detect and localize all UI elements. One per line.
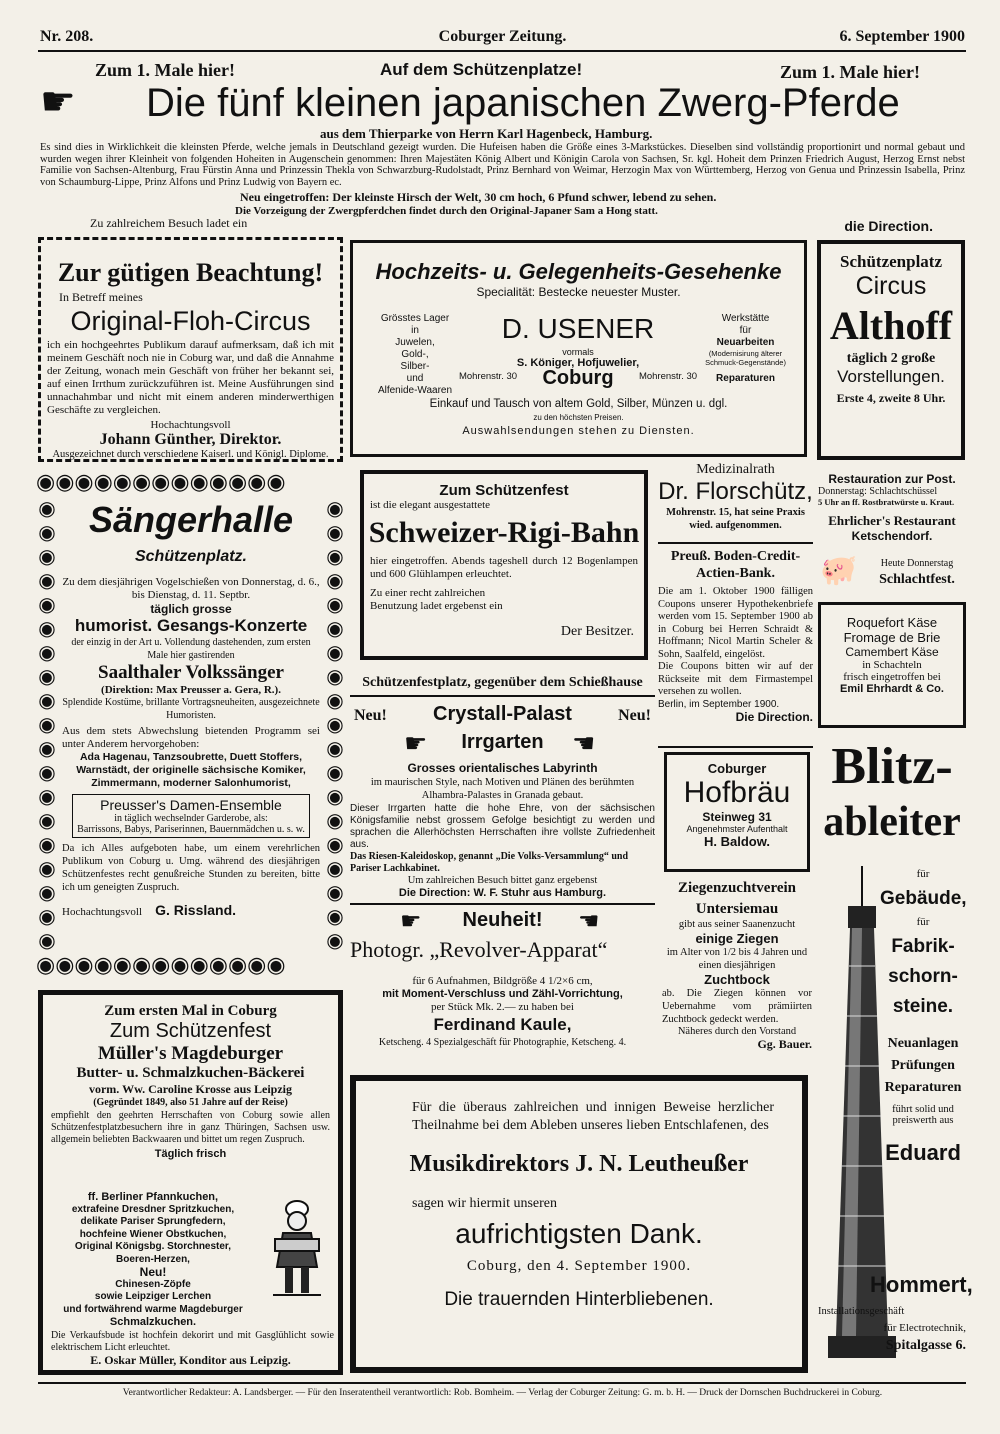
hofbraeu-ad xyxy=(664,752,810,872)
ziegen-sign: Gg. Bauer. xyxy=(757,1037,812,1051)
ponies-signature: die Direction. xyxy=(844,218,933,234)
boden-ad xyxy=(658,548,813,743)
palast-neu-left: Neu! xyxy=(354,707,387,724)
saengerhalle-sub: Schützenplatz. xyxy=(134,548,247,565)
trauer-ad xyxy=(350,1075,808,1373)
mueller-h1: Zum ersten Mal in Coburg xyxy=(104,1003,277,1019)
ponies-left-tag: Zum 1. Male hier! xyxy=(95,60,235,80)
usener-left-2: in xyxy=(411,325,419,336)
rigi-intro: ist die elegant ausgestattete xyxy=(370,499,491,511)
palast-laby: Grosses orientalisches Labyrinth xyxy=(407,761,598,775)
mueller-l3: delikate Pariser Sprungfedern, xyxy=(80,1216,226,1227)
mueller-b1: empfiehlt den geehrten Herrschaften von Coburg sowie allen Schützenfestplatzbesuchern ihre in ganz Thüringen, Sachsen usw. allgemein beliebten Backwaaren und bittet um regen Zuspruch. xyxy=(51,1110,330,1145)
rigi-name: Schweizer-Rigi-Bahn xyxy=(368,516,640,549)
restauration-l2: 5 Uhr an ff. Rostbratwürste u. Kraut. xyxy=(818,497,955,507)
revolver-b3: per Stück Mk. 2.— zu haben bei xyxy=(431,1001,574,1013)
usener-left-7: Alfenide-Waaren xyxy=(377,385,453,396)
masthead xyxy=(40,28,965,48)
baker-boy-illustration xyxy=(265,1195,329,1299)
mueller-h3: Müller's Magdeburger xyxy=(97,1043,284,1064)
revolver-title: Photogr. „Revolver-Apparat“ xyxy=(350,937,608,962)
revolver-b1: für 6 Aufnahmen, Bildgröße 4 1/2×6 cm, xyxy=(412,975,593,987)
althoff-line2: Circus xyxy=(855,272,927,300)
usener-left-list xyxy=(365,313,465,397)
restauration-ad xyxy=(818,472,966,600)
kaese-l5: frisch eingetroffen bei xyxy=(843,671,941,683)
boden-title: Preuß. Boden-Credit-Actien-Bank. xyxy=(670,549,801,581)
usener-vormals: vormals xyxy=(562,347,594,357)
ziegen-b2: einige Ziegen xyxy=(695,931,779,946)
usener-right-list xyxy=(693,313,798,385)
mueller-l2: extrafeine Dresdner Spritzkuchen, xyxy=(71,1203,235,1215)
blitz-l8: steine. xyxy=(892,996,954,1017)
kaese-l6: Emil Ehrhardt & Co. xyxy=(840,683,944,695)
rigi-head: Zum Schützenfest xyxy=(439,482,569,499)
blitz-l4: Gebäude, xyxy=(880,888,967,909)
floh-sign: Johann Günther, Direktor. xyxy=(99,431,282,448)
masthead-rule xyxy=(38,50,966,52)
usener-city: Coburg xyxy=(542,367,614,389)
rigi-ad xyxy=(360,470,648,660)
floh-name: Original-Floh-Circus xyxy=(70,306,311,336)
saengerhalle-signature xyxy=(62,900,320,919)
hofbraeu-l4: Angenehmster Aufenthalt xyxy=(686,824,788,834)
pointing-hand-left-icon: ☚ xyxy=(572,729,596,759)
usener-right-1: Werkstätte xyxy=(721,313,770,324)
saengerhalle-concert: humorist. Gesangs-Konzerte xyxy=(74,616,308,635)
rule-florschuetz xyxy=(658,542,813,544)
althoff-line4: Vorstellungen. xyxy=(837,367,945,386)
mueller-l9: und fortwährend warme Magdeburger xyxy=(63,1303,243,1315)
boden-sign: Die Direction. xyxy=(735,709,813,724)
usener-left-5: Silber- xyxy=(400,361,430,372)
ziegen-b5: ab. Die Ziegen können vor Uebernahme vom prämiirten Zuchtbock gedeckt werden. xyxy=(662,988,812,1025)
palast-neu-right: Neu! xyxy=(618,707,651,724)
mueller-sign: E. Oskar Müller, Konditor aus Leipzig. xyxy=(90,1353,291,1367)
althoff-line5: Erste 4, zweite 8 Uhr. xyxy=(836,391,946,405)
rule-palast-head xyxy=(350,695,655,697)
althoff-line3: täglich 2 große xyxy=(846,351,936,366)
mueller-h5: vorm. Ww. Caroline Krosse aus Leipzig xyxy=(88,1082,292,1096)
ponies-new-arrival: Neu eingetroffen: Der kleinste Hirsch der Welt, 30 cm hoch, 6 Pfund schwer, lebend zu sehen. xyxy=(240,190,717,204)
ornament-border-right-icon: ◉ ◉ ◉ ◉ ◉ ◉ ◉ ◉ ◉ ◉ ◉ ◉ ◉ ◉ ◉ ◉ ◉ ◉ ◉ xyxy=(326,496,344,952)
palast-irrgarten: Irrgarten xyxy=(461,731,544,753)
blitz-l18: Spitalgasse 6. xyxy=(885,1338,966,1353)
palast-sign: Die Direction: W. F. Stuhr aus Hamburg. xyxy=(398,887,607,899)
ponies-right-tag: Zum 1. Male hier! xyxy=(780,62,920,82)
ehrlicher-name: Ehrlicher's Restaurant xyxy=(828,513,956,528)
saengerhalle-daily: täglich grosse xyxy=(150,602,232,616)
kaese-l3: Camembert Käse xyxy=(845,645,939,659)
issue-date: 6. September 1900 xyxy=(839,28,965,45)
blitz-l1: Blitz- xyxy=(831,738,953,795)
boden-city: Berlin, im September 1900. xyxy=(658,698,780,710)
blitz-l2: ableiter xyxy=(823,799,961,845)
revolver-head: Neuheit! xyxy=(462,909,543,931)
boden-body2: Die Coupons bitten wir auf der Rückseite mit dem Firmastempel versehen zu wollen. xyxy=(658,661,813,697)
blitz-l11: Reparaturen xyxy=(884,1080,962,1095)
hofbraeu-l1: Coburger xyxy=(707,761,767,776)
mueller-list xyxy=(53,1191,253,1329)
ziegen-b4: Zuchtbock xyxy=(704,972,770,987)
palast-ad xyxy=(350,675,655,897)
rigi-invite: Zu einer recht zahlreichen Benutzung ladet ergebenst ein xyxy=(370,587,503,612)
florschuetz-name: Dr. Florschütz, xyxy=(658,478,813,505)
ornament-border-left-icon: ◉ ◉ ◉ ◉ ◉ ◉ ◉ ◉ ◉ ◉ ◉ ◉ ◉ ◉ ◉ ◉ ◉ ◉ ◉ xyxy=(38,496,56,952)
ehrlicher-place: Ketschendorf. xyxy=(851,529,933,543)
ensemble-title: Preusser's Damen-Ensemble xyxy=(100,797,282,813)
ziegen-ad xyxy=(662,880,812,1060)
rigi-body: hier eingetroffen. Abends tageshell durch 12 Bogenlampen und 600 Glühlampen erleuchtet. xyxy=(370,555,638,580)
paper-name: Coburger Zeitung. xyxy=(438,28,567,45)
hofbraeu-l5: H. Baldow. xyxy=(704,834,770,849)
usener-right-5: Reparaturen xyxy=(716,373,775,384)
trauer-date: Coburg, den 4. September 1900. xyxy=(466,1258,692,1274)
ponies-body: Es sind dies in Wirklichkeit die kleinsten Pferde, welche jemals in Deutschland gezeigt wurden. Die Hufeisen haben die Größe eines 3-Markstückes. Dieselben sind vollständig proportionirt und normal gebaut und wurden wegen ihrer Kleinheit von folgenden Hoheiten in Augenschein genommen: Ihren Majestäten König Albert und Königin Carola von Sachsen, Sr. kgl. Hoheit dem Prinzen Friedrich August, Herzog Ernst nebst Familie von Sachsen-Altenburg, Frau Fürstin Anna und Prinzessin Thekla von Schwarzburg-Rudolstadt, Prinz Bernhard von Weimar, Herzogin Max von Württemberg, Herzog von Genua und Prinzessin Isabella, Prinz von Schaumburg-Lippe, Prinz Alfons und Prinz Ludwig von Bayern ec. xyxy=(40,142,965,188)
footer-imprint: Verantwortlicher Redakteur: A. Landsberger. — Für den Inseratentheil verantwortlich: Rob. Bomheim. — Verlag der Coburger Zeitung: G. m. b. H. — Druck der Dornschen Buchdruckerei in Coburg. xyxy=(122,1388,883,1398)
usener-buy2: zu den höchsten Preisen. xyxy=(533,413,624,422)
trauer-dank: aufrichtigsten Dank. xyxy=(455,1218,703,1249)
palast-b4: Um zahlreichen Besuch bittet ganz ergebenst xyxy=(407,875,598,886)
ponies-title: Die fünf kleinen japanischen Zwerg-Pferde xyxy=(146,81,900,125)
ziegen-b3: im Alter von 1/2 bis 4 Jahren und einen diesjährigen xyxy=(666,947,808,971)
trauer-sign: Die trauernden Hinterbliebenen. xyxy=(444,1289,714,1310)
mueller-l5: Original Königsbg. Storchnester, xyxy=(74,1241,232,1252)
saengerhalle-ad xyxy=(36,472,346,977)
florschuetz-addr: Mohrenstr. 15, hat seine Praxis wied. aufgenommen. xyxy=(666,507,805,531)
ziegen-title: Ziegenzuchtverein xyxy=(677,880,797,896)
revolver-b2: mit Moment-Verschluss und Zähl-Vorrichtung, xyxy=(382,988,623,1000)
kaese-l1: Roquefort Käse xyxy=(846,615,938,630)
mueller-h6: (Gegründet 1849, also 51 Jahre auf der Reise) xyxy=(93,1097,288,1108)
kaese-ad xyxy=(818,602,966,728)
mueller-l8: sowie Leipziger Lerchen xyxy=(94,1291,212,1302)
pig-icon: 🐖 xyxy=(820,553,858,588)
ziegen-place: Untersiemau xyxy=(695,901,779,917)
saengerhalle-dates: Zu dem diesjährigen Vogelschießen von Donnerstag, d. 6., bis Dienstag, d. 11. Septbr. xyxy=(62,576,320,601)
issue-number: Nr. 208. xyxy=(40,28,94,45)
hofbraeu-l3: Steinweg 31 xyxy=(702,810,772,824)
usener-buy: Einkauf und Tausch von altem Gold, Silber, Münzen u. dgl. xyxy=(429,398,728,410)
blitz-l9: Neuanlagen xyxy=(887,1036,959,1051)
saengerhalle-closing: Da ich Alles aufgeboten habe, um einem verehrlichen Publikum von Coburg u. Umg. während des diesjährigen Schützenfestes recht genußreiche Stunden zu bereiten, bitte ich um geneigten Zuspruch. xyxy=(62,843,320,893)
ponies-invite: Zu zahlreichem Besuch ladet ein xyxy=(90,216,248,230)
blitz-l6: Fabrik- xyxy=(891,936,955,957)
saengerhalle-program: Aus dem stets Abwechslung bietenden Programm sei unter Anderem hervorgehoben: xyxy=(62,725,320,750)
blitz-l15: Hommert, xyxy=(870,1272,973,1297)
mueller-ad xyxy=(38,990,343,1375)
usener-right-2: für xyxy=(739,325,752,336)
saengerhalle-respect: Hochachtungsvoll xyxy=(62,906,143,918)
ensemble-line3: Barrissons, Babys, Pariserinnen, Bauernmädchen u. s. w. xyxy=(77,824,305,835)
saengerhalle-direction: (Direktion: Max Preusser a. Gera, R.). xyxy=(101,684,281,696)
usener-right-4: (Modernisirung älterer Schmuck-Gegenstände) xyxy=(705,349,786,367)
blitz-l3: für xyxy=(916,868,930,880)
blitz-l17: für Electrotechnik, xyxy=(883,1322,966,1334)
usener-left-6: und xyxy=(406,373,424,384)
saengerhalle-only: der einzig in der Art u. Vollendung dastehenden, zum ersten Male hier gastirenden xyxy=(71,637,311,661)
floh-respect: Hochachtungsvoll xyxy=(150,419,231,431)
saengerhalle-troupe: Saalthaler Volkssänger xyxy=(98,662,284,683)
restauration-l1: Donnerstag: Schlachtschüssel xyxy=(818,486,938,497)
ehrlicher-slaughter: Schlachtfest. xyxy=(879,572,955,587)
mueller-l10: Schmalzkuchen. xyxy=(109,1316,197,1328)
blitz-ad xyxy=(818,738,973,1373)
saengerhalle-content xyxy=(62,498,320,919)
blitz-l5: für xyxy=(916,916,930,928)
pointing-hand-icon: ☛ xyxy=(40,79,76,125)
trauer-b1: Für die überaus zahlreichen und innigen Beweise herzlicher Theilnahme bei dem Ableben unseres lieben Entschlafenen, des xyxy=(412,1100,774,1133)
floh-title: Zur gütigen Beachtung! xyxy=(57,258,324,287)
saengerhalle-costumes: Splendide Kostüme, brillante Vortragsneuheiten, ausgezeichnete Humoristen. xyxy=(62,697,320,721)
mueller-h2: Zum Schützenfest xyxy=(109,1020,272,1042)
mueller-l7: Chinesen-Zöpfe xyxy=(115,1278,191,1290)
pointing-hand-icon: ☛ xyxy=(404,729,428,759)
mueller-h4: Butter- u. Schmalzkuchen-Bäckerei xyxy=(76,1065,305,1081)
mueller-neu: Neu! xyxy=(139,1265,167,1279)
usener-street-right: Mohrenstr. 30 xyxy=(638,371,698,382)
blitz-l16: Installationsgeschäft xyxy=(818,1306,905,1317)
ornament-border-bottom-icon: ◉◉◉◉◉◉◉◉◉◉◉◉◉ xyxy=(36,955,286,977)
palast-name: Crystall-Palast xyxy=(433,703,572,725)
ziegen-b1: gibt aus seiner Saanenzucht xyxy=(678,919,796,930)
usener-special: Specialität: Bestecke neuester Muster. xyxy=(476,285,681,299)
pointing-hand-left-icon: ☚ xyxy=(578,907,600,935)
pointing-hand-icon: ☛ xyxy=(400,907,422,935)
kaese-l4: in Schachteln xyxy=(862,659,922,671)
saengerhalle-title: Sängerhalle xyxy=(88,499,294,540)
revolver-name: Ferdinand Kaule, xyxy=(433,1015,572,1034)
usener-name: D. USENER xyxy=(501,313,655,344)
blitz-l7: schorn- xyxy=(888,966,958,987)
saengerhalle-artists: Ada Hagenau, Tanzsoubrette, Duett Stoffers, Warnstädt, der originelle sächsische Komiker, Zimmermann, moderner Salonhumorist, xyxy=(76,751,306,789)
ziegen-b6: Näheres durch den Vorstand xyxy=(677,1026,797,1037)
kaese-l2: Fromage de Brie xyxy=(843,630,941,645)
hofbraeu-l2: Hofbräu xyxy=(683,776,791,809)
florschuetz-ad xyxy=(658,462,813,540)
palast-head: Schützenfestplatz, gegenüber dem Schießhause xyxy=(362,675,643,690)
rule-boden xyxy=(658,746,813,748)
restauration-title: Restauration zur Post. xyxy=(828,472,956,486)
trauer-b2: sagen wir hiermit unseren xyxy=(412,1196,558,1211)
blitz-l14: Eduard xyxy=(885,1140,961,1165)
boden-body: Die am 1. Oktober 1900 fälligen Coupons unserer Hypothekenbriefe werden vom 15. September 1900 ab in Coburg bei Herren Schraidt & Hoffmann; Nicol Martin Scheler & Sohn, Saalfeld, eingelöst. xyxy=(658,586,813,660)
ponies-center-tag: Auf dem Schützenplatze! xyxy=(380,60,583,79)
althoff-line1: Schützenplatz xyxy=(840,252,942,271)
ponies-ad xyxy=(40,56,965,234)
rigi-sign: Der Besitzer. xyxy=(560,624,634,639)
mueller-l6: Boeren-Herzen, xyxy=(116,1253,190,1265)
rule-revolver-top xyxy=(350,903,655,905)
ornament-border-top-icon: ◉◉◉◉◉◉◉◉◉◉◉◉◉ xyxy=(36,472,286,494)
palast-b3: Das Riesen-Kaleidoskop, genannt „Die Volks-Versammlung“ und Pariser Lachkabinet. xyxy=(350,851,629,874)
usener-right-3: Neuarbeiten xyxy=(716,337,775,348)
saengerhalle-sign: G. Rissland. xyxy=(155,902,237,918)
althoff-ad xyxy=(817,240,965,460)
usener-koeniger: S. Königer, Hofjuwelier, xyxy=(516,357,640,369)
ensemble-box xyxy=(72,794,310,838)
blitz-l10: Prüfungen xyxy=(891,1058,955,1073)
ponies-subtitle: aus dem Thierparke von Herrn Karl Hagenbeck, Hamburg. xyxy=(320,126,653,141)
mueller-daily: Täglich frisch xyxy=(154,1148,227,1160)
blitz-l13: preiswerth aus xyxy=(892,1115,954,1126)
revolver-foot: Ketscheng. 4 Spezialgeschäft für Photographie, Ketscheng. 4. xyxy=(378,1037,627,1048)
ehrlicher-today: Heute Donnerstag xyxy=(880,558,954,569)
blitz-l12: führt solid und xyxy=(892,1104,954,1115)
usener-street-left: Mohrenstr. 30 xyxy=(458,371,518,382)
usener-ad xyxy=(350,240,807,457)
floh-body: ich ein hochgeehrtes Publikum darauf aufmerksam, daß ich mit meinem Geschäft noch nie in Coburg war, und daß die Annahme der Zeitung, wonach mein Geschäft von früher her bekannt sei, auf einen Irrthum zurückzuführen ist. Meine Ausführungen sind unnachahmbar und nicht mit einem anderen minderwerthigen Geschäfte zu vergleichen. xyxy=(47,339,334,416)
palast-b1: im maurischen Style, nach Motiven und Plänen des berühmten Alhambra-Palastes in Granada gebaut. xyxy=(370,777,635,801)
usener-left-4: Gold-, xyxy=(401,349,429,360)
althoff-name: Althoff xyxy=(829,303,953,348)
blitz-right-col xyxy=(880,868,966,1166)
usener-left-3: Juwelen, xyxy=(395,337,435,348)
ponies-showing: Die Vorzeigung der Zwergpferdchen findet durch den Original-Japaner Sam a Hong statt. xyxy=(235,205,658,217)
ensemble-line2: in täglich wechselnder Garderobe, als: xyxy=(114,813,268,824)
floh-foot: Ausgezeichnet durch verschiedene Kaiserl. und Königl. Diplome. xyxy=(52,449,329,460)
floh-circus-ad xyxy=(38,237,343,462)
mueller-l1: ff. Berliner Pfannkuchen, xyxy=(87,1191,219,1203)
revolver-ad xyxy=(350,903,655,1063)
palast-b2: Dieser Irrgarten hatte die hohe Ehre, von der sächsischen Königsfamilie nebst grossem Gefolge besichtigt zu werden und sprachen die Allerhöchsten Herrschaften ihre vollste Zufriedenheit aus. xyxy=(350,803,655,850)
trauer-name: Musikdirektors J. N. Leutheußer xyxy=(409,1151,749,1177)
usener-title: Hochzeits- u. Gelegenheits-Gesehenke xyxy=(375,259,782,284)
mueller-l4: hochfeine Wiener Obstkuchen, xyxy=(79,1228,227,1240)
usener-select: Auswahlsendungen stehen zu Diensten. xyxy=(462,425,695,437)
floh-intro: In Betreff meines xyxy=(59,290,143,304)
usener-left-1: Grösstes Lager xyxy=(380,313,450,324)
footer-rule xyxy=(38,1382,966,1384)
florschuetz-title: Medizinalrath xyxy=(696,462,775,477)
mueller-b2: Die Verkaufsbude ist hochfein dekorirt und mit Gasglühlicht sowie elektrischem Licht erleuchtet. xyxy=(51,1330,334,1353)
